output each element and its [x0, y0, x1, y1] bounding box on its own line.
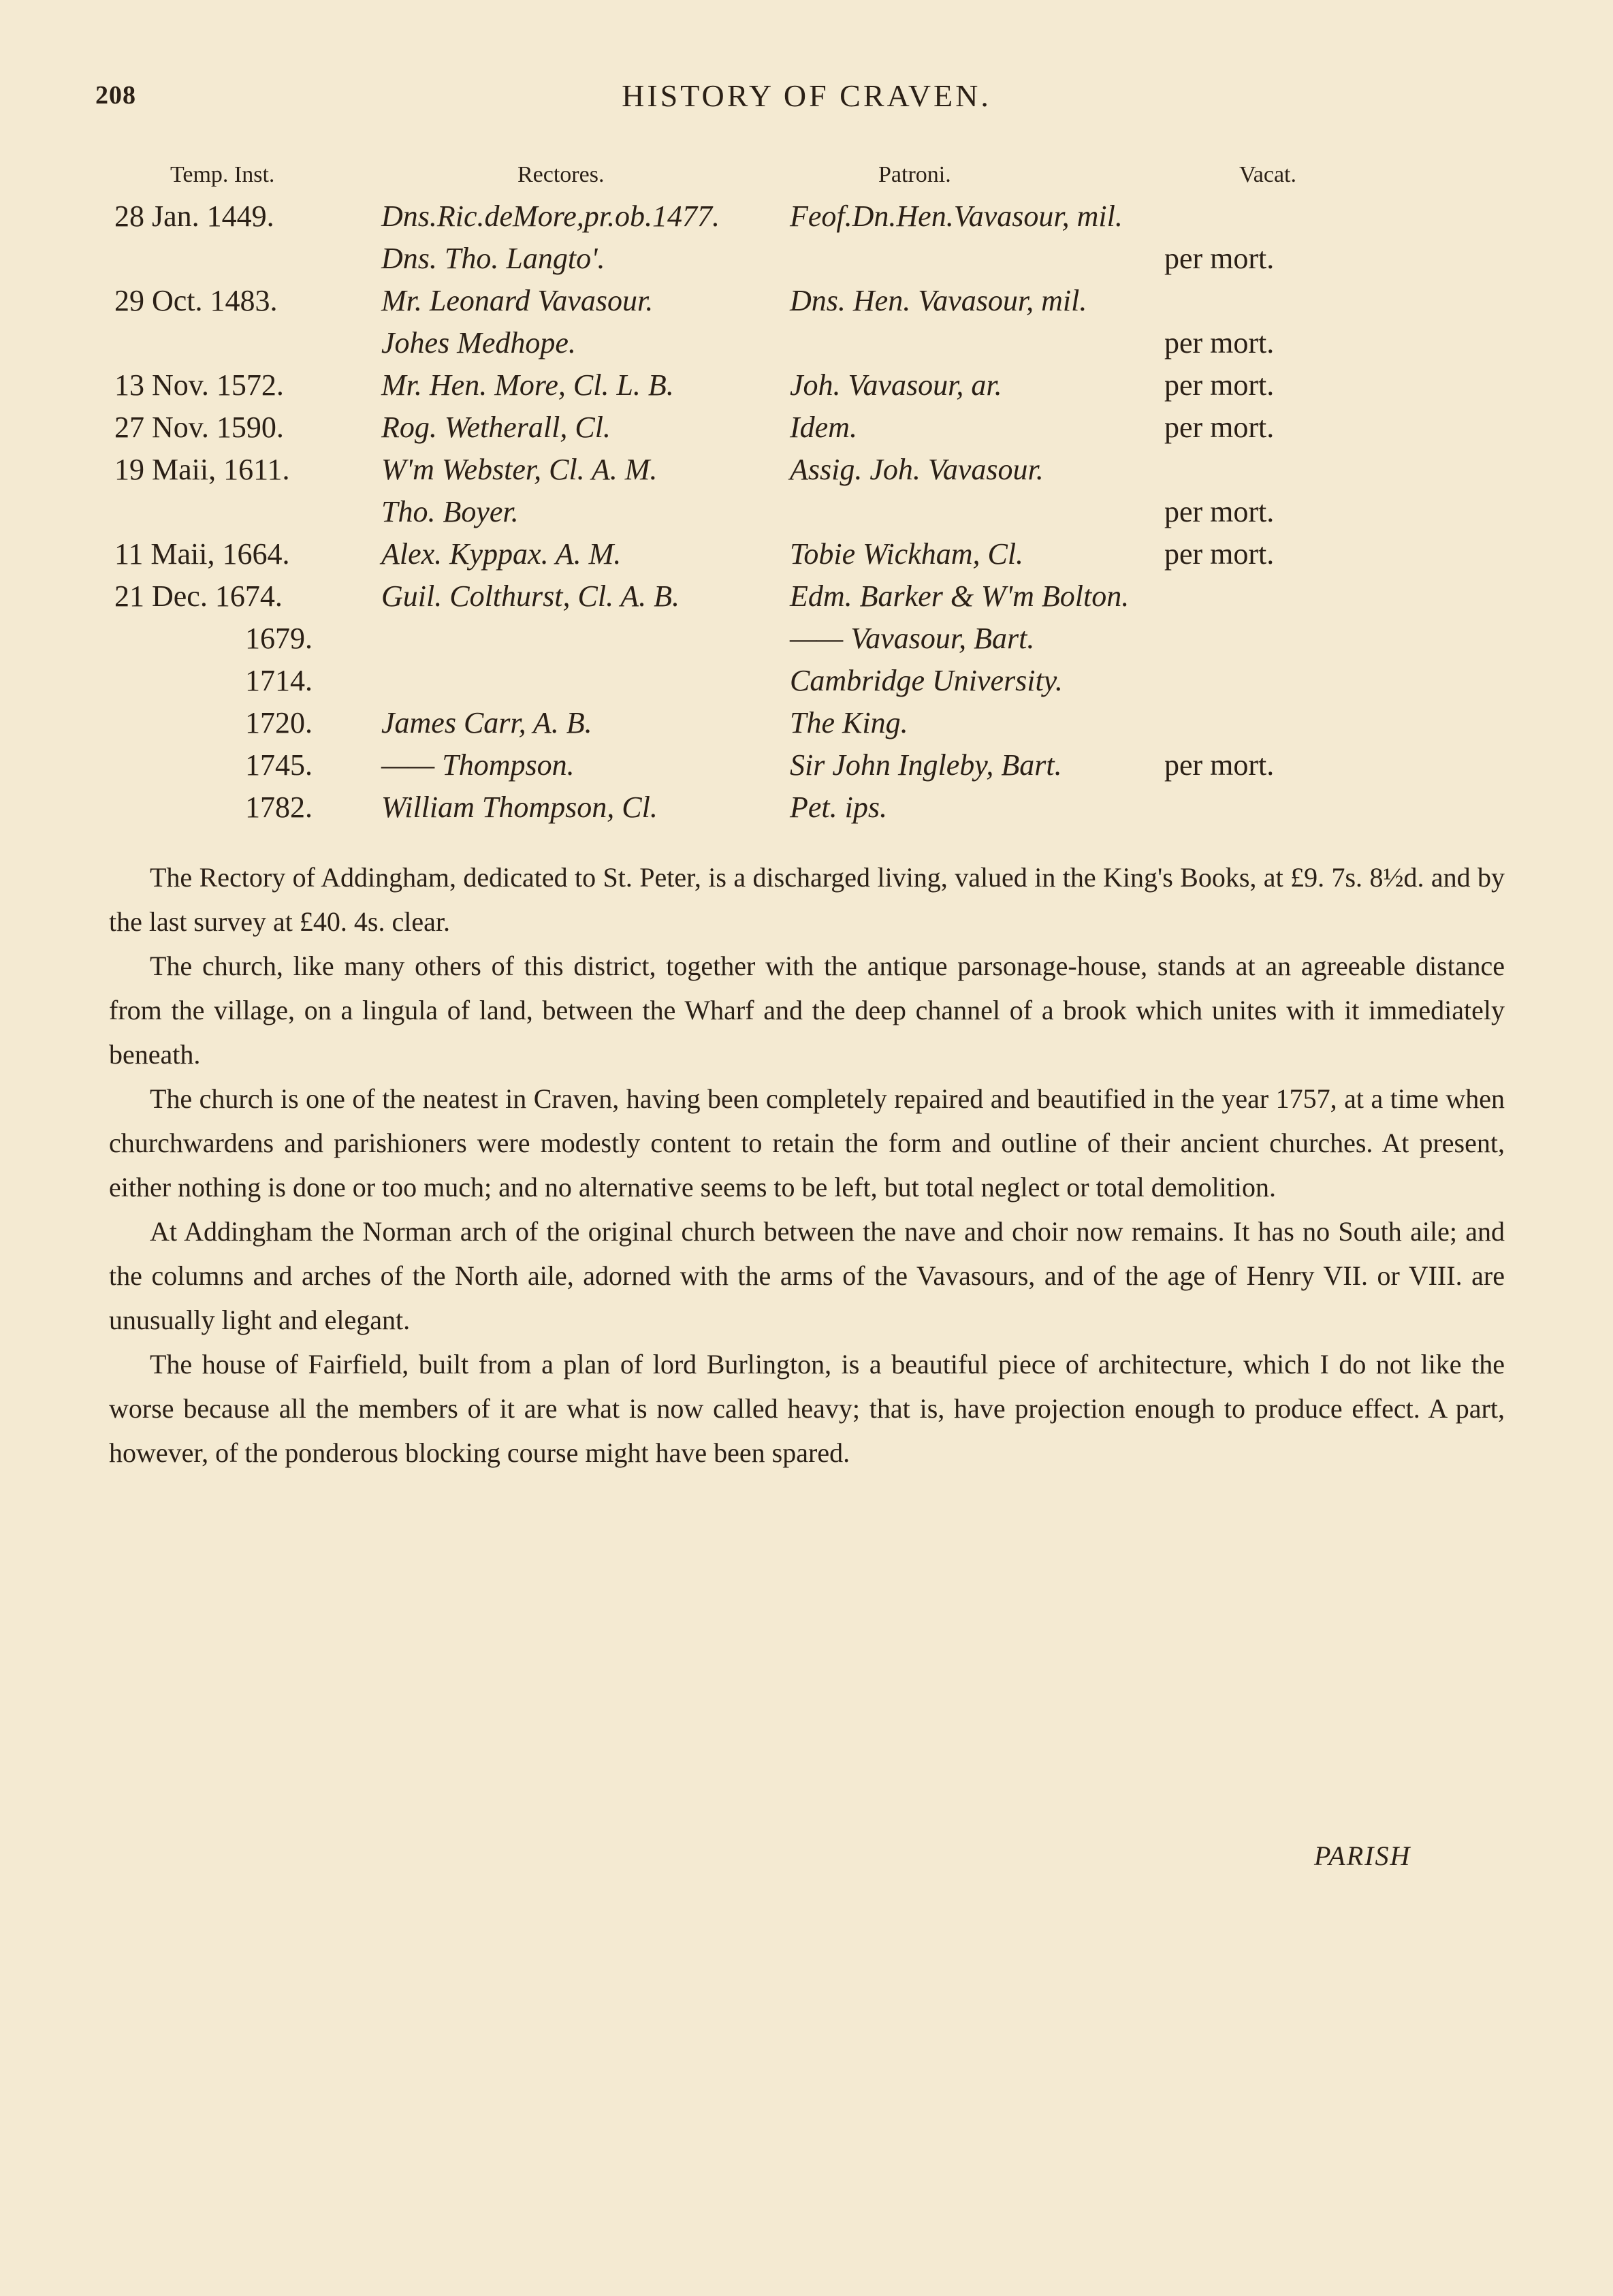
- vacat-note: per mort.: [1164, 242, 1275, 275]
- patron-name: Idem.: [790, 411, 857, 444]
- running-title: HISTORY OF CRAVEN.: [622, 78, 991, 113]
- column-header-rectores: Rectores.: [517, 162, 605, 187]
- rector-name: Tho. Boyer.: [381, 495, 519, 528]
- date: 29 Oct. 1483.: [114, 284, 278, 317]
- column-header-vacat: Vacat.: [1239, 162, 1297, 187]
- patron-name: Edm. Barker & W'm Bolton.: [790, 579, 1130, 613]
- table-row: [0, 494, 1613, 537]
- rector-name: Guil. Colthurst, Cl. A. B.: [381, 579, 680, 613]
- rector-name: James Carr, A. B.: [381, 706, 592, 739]
- column-header-temp: Temp. Inst.: [170, 162, 275, 187]
- paragraph: The church, like many others of this district, together with the antique parsonage-house, stands at an agreeable distance from the village, on a lingula of land, between the Wharf and the deep channel of a brook which unites with it immediately beneath.: [109, 951, 1505, 1070]
- rector-name: —— Thompson.: [381, 748, 575, 782]
- rector-name: Mr. Leonard Vavasour.: [381, 284, 654, 317]
- paragraph: At Addingham the Norman arch of the original church between the nave and choir now remains. It has no South aile; and the columns and arches of the North aile, adorned with the arms of the Vavasours, and of the age of Henry VII. or VIII. are unusually light and elegant.: [109, 1216, 1505, 1335]
- table-row: [0, 283, 1613, 325]
- table-row: [0, 663, 1613, 705]
- rector-name: Mr. Hen. More, Cl. L. B.: [381, 368, 674, 402]
- date: 1745.: [245, 748, 313, 782]
- rector-name: Rog. Wetherall, Cl.: [381, 411, 611, 444]
- paragraph: The church is one of the neatest in Craven, having been completely repaired and beautified in the year 1757, at a time when churchwardens and parishioners were modestly content to retain the form and outline of their ancient churches. At present, either nothing is done or too much; and no alternative seems to be left, but total neglect or total demolition.: [109, 1083, 1505, 1202]
- page-number: 208: [95, 81, 136, 110]
- date: 1679.: [245, 622, 313, 655]
- patron-name: Dns. Hen. Vavasour, mil.: [790, 284, 1087, 317]
- rector-name: Alex. Kyppax. A. M.: [381, 537, 622, 571]
- patron-name: Feof.Dn.Hen.Vavasour, mil.: [790, 200, 1123, 233]
- catchword: PARISH: [1314, 1840, 1411, 1871]
- table-row: [0, 410, 1613, 452]
- patron-name: Joh. Vavasour, ar.: [790, 368, 1002, 402]
- date: 13 Nov. 1572.: [114, 368, 284, 402]
- patron-name: Tobie Wickham, Cl.: [790, 537, 1024, 571]
- vacat-note: per mort.: [1164, 495, 1275, 528]
- date: 1714.: [245, 664, 313, 697]
- date: 1782.: [245, 791, 313, 824]
- vacat-note: per mort.: [1164, 326, 1275, 360]
- table-row: [0, 199, 1613, 241]
- patron-name: Cambridge University.: [790, 664, 1063, 697]
- vacat-note: per mort.: [1164, 537, 1275, 571]
- vacat-note: per mort.: [1164, 411, 1275, 444]
- table-row: [0, 452, 1613, 494]
- vacat-note: per mort.: [1164, 368, 1275, 402]
- patron-name: —— Vavasour, Bart.: [790, 622, 1035, 655]
- date: 27 Nov. 1590.: [114, 411, 284, 444]
- rector-name: William Thompson, Cl.: [381, 791, 658, 824]
- patron-name: The King.: [790, 706, 908, 739]
- table-row: [0, 790, 1613, 832]
- paragraph: The house of Fairfield, built from a plan of lord Burlington, is a beautiful piece of architecture, which I do not like the worse because all the members of it are what is now called heavy; that is, have projection enough to produce effect. A part, however, of the ponderous blocking course might have been spared.: [109, 1349, 1505, 1468]
- date: 19 Maii, 1611.: [114, 453, 290, 486]
- patron-name: Pet. ips.: [790, 791, 887, 824]
- patron-name: Sir John Ingleby, Bart.: [790, 748, 1062, 782]
- rector-name: W'm Webster, Cl. A. M.: [381, 453, 658, 486]
- date: 11 Maii, 1664.: [114, 537, 290, 571]
- date: 28 Jan. 1449.: [114, 200, 274, 233]
- table-row: [0, 621, 1613, 663]
- rector-name: Dns.Ric.deMore,pr.ob.1477.: [381, 200, 720, 233]
- date: 1720.: [245, 706, 313, 739]
- patron-name: Assig. Joh. Vavasour.: [790, 453, 1044, 486]
- table-row: [0, 325, 1613, 368]
- table-row: [0, 705, 1613, 748]
- vacat-note: per mort.: [1164, 748, 1275, 782]
- column-header-patroni: Patroni.: [878, 162, 951, 187]
- rector-name: Dns. Tho. Langto'.: [381, 242, 605, 275]
- rector-name: Johes Medhope.: [381, 326, 576, 360]
- prose: [109, 855, 1505, 1475]
- table-row: [0, 368, 1613, 410]
- table-row: [0, 748, 1613, 790]
- date: 21 Dec. 1674.: [114, 579, 283, 613]
- table-row: [0, 537, 1613, 579]
- table-row: [0, 241, 1613, 283]
- paragraph: The Rectory of Addingham, dedicated to St. Peter, is a discharged living, valued in the King's Books, at £9. 7s. 8½d. and by the last survey at £40. 4s. clear.: [109, 862, 1505, 937]
- table-row: [0, 579, 1613, 621]
